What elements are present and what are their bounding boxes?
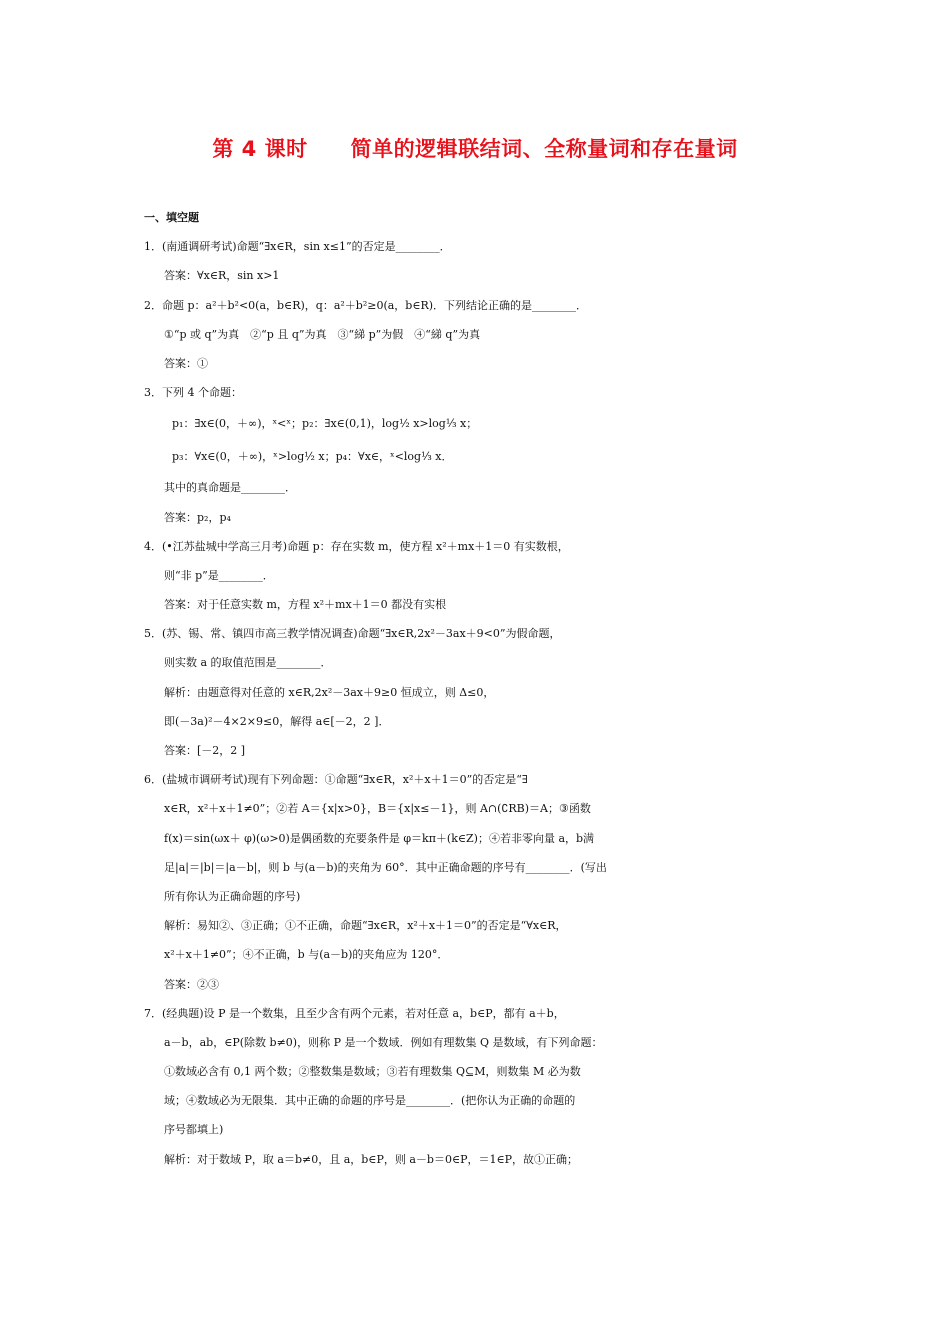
- question-6-line-3: f(x)＝sin(ωx＋ φ)(ω>0)是偶函数的充要条件是 φ＝kπ＋(k∈Z)；④若非零向量 a，b满: [164, 831, 595, 845]
- solution-6: 解析：易知②、③正确；①不正确，命题“∃x∈R，x²＋x＋1＝0”的否定是“∀x∈R，: [164, 919, 567, 933]
- question-6-line-4: 足|a|＝|b|＝|a－b|，则 b 与(a－b)的夹角为 60°．其中正确命题的序号有________．(写出: [164, 860, 607, 874]
- question-7-line-5: 序号都填上): [164, 1123, 224, 1137]
- question-2-options: ①“p 或 q”为真 ②“p 且 q”为真 ③“綈 p”为假 ④“綈 q”为真: [164, 327, 481, 341]
- answer-1: 答案：∀x∈R，sin x>1: [164, 269, 280, 283]
- answer-3: 答案：p₂，p₄: [164, 510, 231, 524]
- page-title: 第 4 课时 简单的逻辑联结词、全称量词和存在量词: [212, 137, 738, 161]
- question-1: 1．(南通调研考试)命题“∃x∈R，sin x≤1”的否定是________．: [144, 240, 451, 254]
- answer-5: 答案：[－2，2 ]: [164, 744, 246, 757]
- question-6: 6．(盐城市调研考试)现有下列命题：①命题“∃x∈R，x²＋x＋1＝0”的否定是“∃: [144, 773, 528, 787]
- question-2: 2．命题 p：a²＋b²<0(a，b∈R)，q：a²＋b²≥0(a，b∈R)．下列结论正确的是________．: [144, 298, 588, 312]
- solution-5: 解析：由题意得对任意的 x∈R,2x²－3ax＋9≥0 恒成立，则 Δ≤0，: [164, 685, 495, 699]
- question-3-p3-p4: p₃：∀x∈(0，＋∞)，ˣ>log½ x；p₄：∀x∈，ˣ<log⅓ x．: [172, 450, 453, 464]
- solution-6-cont: x²＋x＋1≠0”；④不正确，b 与(a－b)的夹角应为 120°．: [164, 948, 449, 962]
- question-5: 5．(苏、锡、常、镇四市高三教学情况调查)命题“∃x∈R,2x²－3ax＋9<0”为假命题，: [144, 627, 561, 641]
- question-5-cont: 则实数 a 的取值范围是________．: [164, 656, 332, 670]
- question-3: 3．下列 4 个命题：: [144, 386, 242, 400]
- section-heading: 一、填空题: [144, 211, 199, 224]
- question-6-line-2: x∈R，x²＋x＋1≠0”；②若 A＝{x|x>0}，B＝{x|x≤－1}，则 A∩(∁RB)＝A；③函数: [164, 802, 591, 816]
- question-7: 7．(经典题)设 P 是一个数集，且至少含有两个元素，若对任意 a，b∈P，都有 a＋b，: [144, 1006, 565, 1020]
- question-4: 4．(•江苏盐城中学高三月考)命题 p：存在实数 m，使方程 x²＋mx＋1＝0 有实数根，: [144, 539, 569, 553]
- answer-2: 答案：①: [164, 356, 208, 370]
- question-4-cont: 则“非 p”是________．: [164, 568, 274, 582]
- question-7-line-2: a－b，ab，∈P(除数 b≠0)，则称 P 是一个数域．例如有理数集 Q 是数域，有下列命题：: [164, 1035, 603, 1049]
- solution-5-cont: 即(－3a)²－4×2×9≤0，解得 a∈[－2，2 ]．: [164, 714, 390, 728]
- question-7-line-3: ①数域必含有 0,1 两个数；②整数集是数域；③若有理数集 Q⊆M，则数集 M 必为数: [164, 1065, 581, 1079]
- question-3-p1-p2: p₁：∃x∈(0，＋∞)，ˣ<ˣ；p₂：∃x∈(0,1)，log½ x>log⅓ x；: [172, 417, 478, 431]
- answer-4: 答案：对于任意实数 m，方程 x²＋mx＋1＝0 都没有实根: [164, 598, 447, 612]
- question-3-ask: 其中的真命题是________．: [164, 481, 296, 495]
- solution-7: 解析：对于数域 P，取 a＝b≠0，且 a，b∈P，则 a－b＝0∈P，＝1∈P，故①正确；: [164, 1152, 579, 1166]
- question-7-line-4: 域；④数域必为无限集．其中正确的命题的序号是________．(把你认为正确的命题的: [164, 1094, 576, 1108]
- answer-6: 答案：②③: [164, 977, 219, 991]
- question-6-line-5: 所有你认为正确命题的序号): [164, 889, 301, 903]
- document-body: [144, 203, 814, 1174]
